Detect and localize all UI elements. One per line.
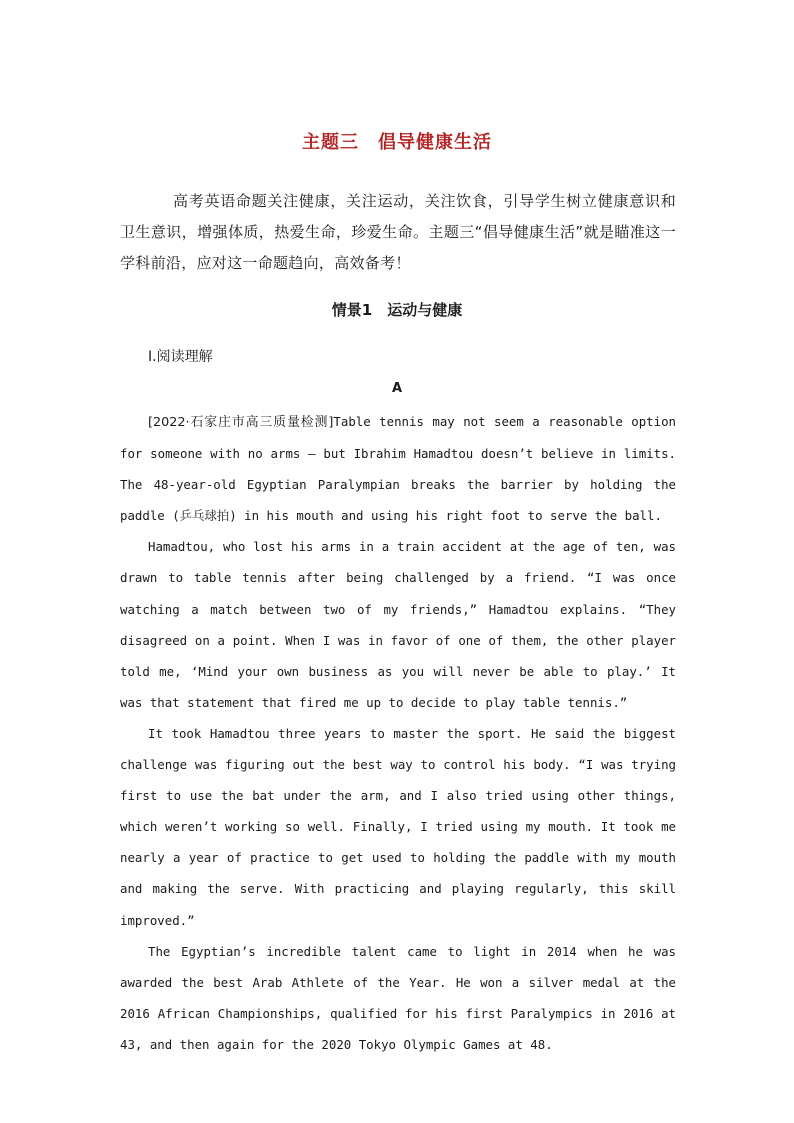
scene-title: 情景1 运动与健康 [331,301,463,319]
reading-passage [120,406,676,1060]
paragraph-text: Table tennis may not seem a reasonable option for someone with no arms — but Ibrahim Hamadtou doesn’t believe in limits. The 48-year-old Egyptian Paralympian breaks the barrier by holding the paddle (乒乓球拍) in his mouth and using his right foot to serve the ball. [120,414,676,524]
passage-paragraph: The Egyptian’s incredible talent came to light in 2014 when he was awarded the best Arab Athlete of the Year. He won a silver medal at the 2016 African Championships, qualified for his first Paralympics in 2016 at 43, and then again for the 2020 Tokyo Olympic Games at 48. [120,943,676,1052]
page-title: 主题三 倡导健康生活 [302,132,492,153]
passage-paragraph: Hamadtou, who lost his arms in a train accident at the age of ten, was drawn to table tennis after being challenged by a friend. “I was once watching a match between two of my friends,” Hamadtou explains. “They disagreed on a point. When I was in favor of one of them, the other player told me, ‘Mind your own business as you will never be able to play.’ It was that statement that fired me up to decide to play table tennis.” [120,539,676,710]
intro-paragraph: 高考英语命题关注健康，关注运动，关注饮食，引导学生树立健康意识和卫生意识，增强体质，热爱生命，珍爱生命。主题三“倡导健康生活”就是瞄准这一学科前沿，应对这一命题趋向，高效备考！ [120,192,676,272]
section-label: Ⅰ.阅读理解 [148,349,213,365]
source-tag: [2022·石家庄市高三质量检测] [148,415,334,430]
passage-label: A [391,381,403,396]
passage-paragraph: It took Hamadtou three years to master the sport. He said the biggest challenge was figuring out the best way to control his body. “I was trying first to use the bat under the arm, and I also tried using other things, which weren’t working so well. Finally, I tried using my mouth. It took me nearly a year of practice to get used to holding the paddle with my mouth and making the serve. With practicing and playing regularly, this skill improved.” [120,725,676,928]
passage-paragraph [120,406,676,531]
